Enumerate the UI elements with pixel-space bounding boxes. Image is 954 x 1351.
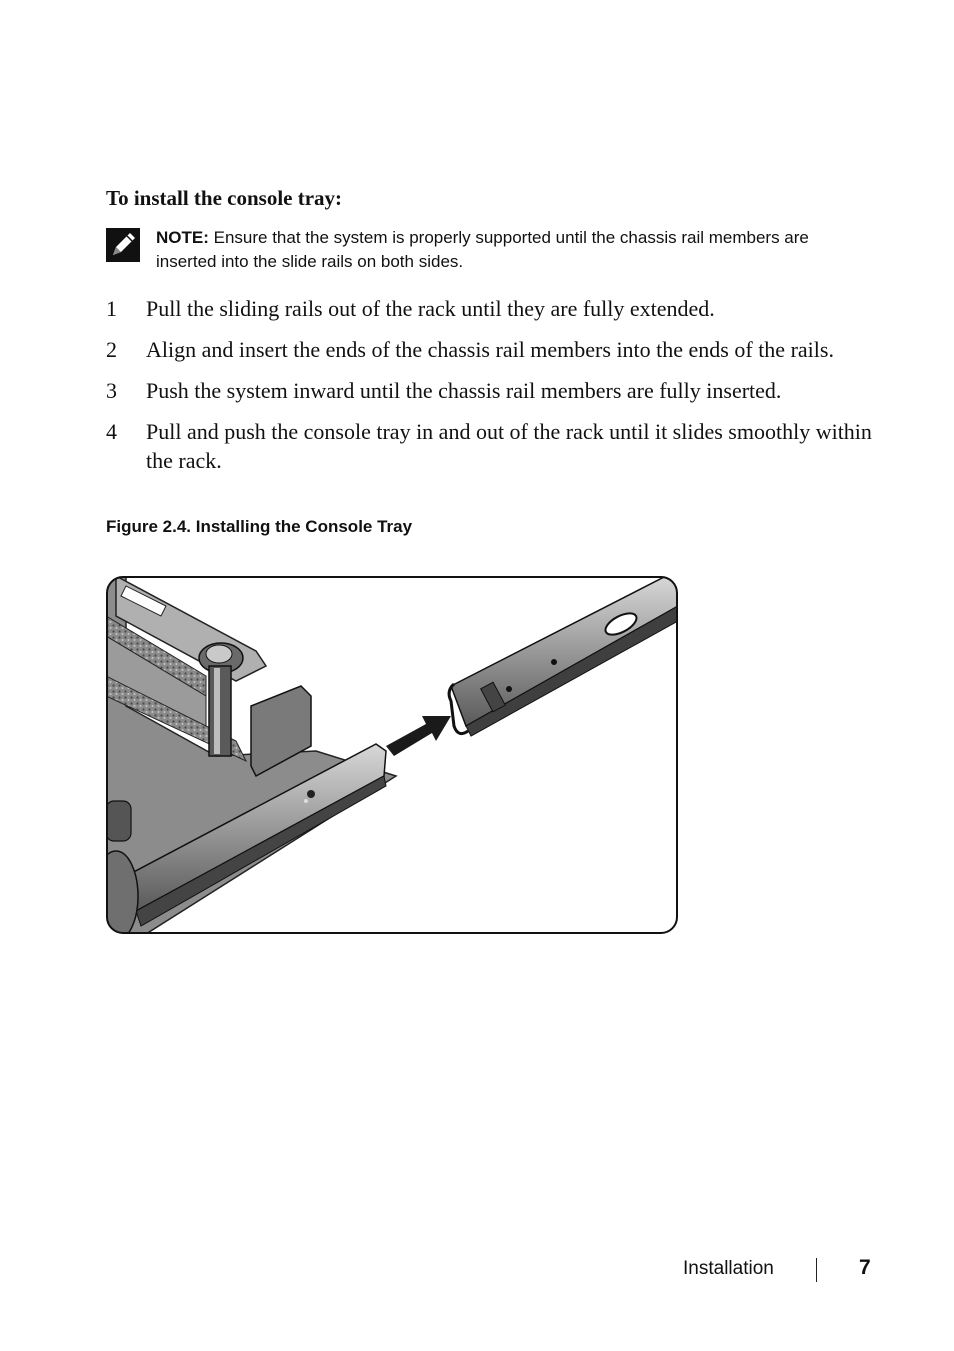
pencil-note-icon (106, 228, 140, 262)
step-number: 2 (106, 337, 117, 362)
note-label: NOTE: (156, 228, 209, 247)
note-body: Ensure that the system is properly supported until the chassis rail members are inserted into the slide rails on both sides. (156, 228, 809, 271)
section-heading: To install the console tray: (106, 186, 343, 210)
step-text: Pull and push the console tray in and out of the rack until it slides smoothly within the rack. (146, 419, 872, 473)
step-text: Push the system inward until the chassis rail members are fully inserted. (146, 378, 782, 403)
footer-divider (816, 1258, 817, 1282)
console-tray-rail-illustration (106, 576, 678, 934)
figure-caption: Figure 2.4. Installing the Console Tray (106, 517, 413, 536)
step-list (106, 294, 876, 487)
list-item (106, 417, 876, 475)
list-item (106, 335, 876, 364)
list-item (106, 294, 876, 323)
note-text (156, 226, 868, 274)
footer-section: Installation (683, 1258, 774, 1279)
page-number: 7 (859, 1256, 871, 1279)
step-text: Align and insert the ends of the chassis rail members into the ends of the rails. (146, 337, 834, 362)
list-item (106, 376, 876, 405)
step-number: 1 (106, 296, 117, 321)
step-number: 4 (106, 419, 117, 444)
step-number: 3 (106, 378, 117, 403)
step-text: Pull the sliding rails out of the rack until they are fully extended. (146, 296, 715, 321)
